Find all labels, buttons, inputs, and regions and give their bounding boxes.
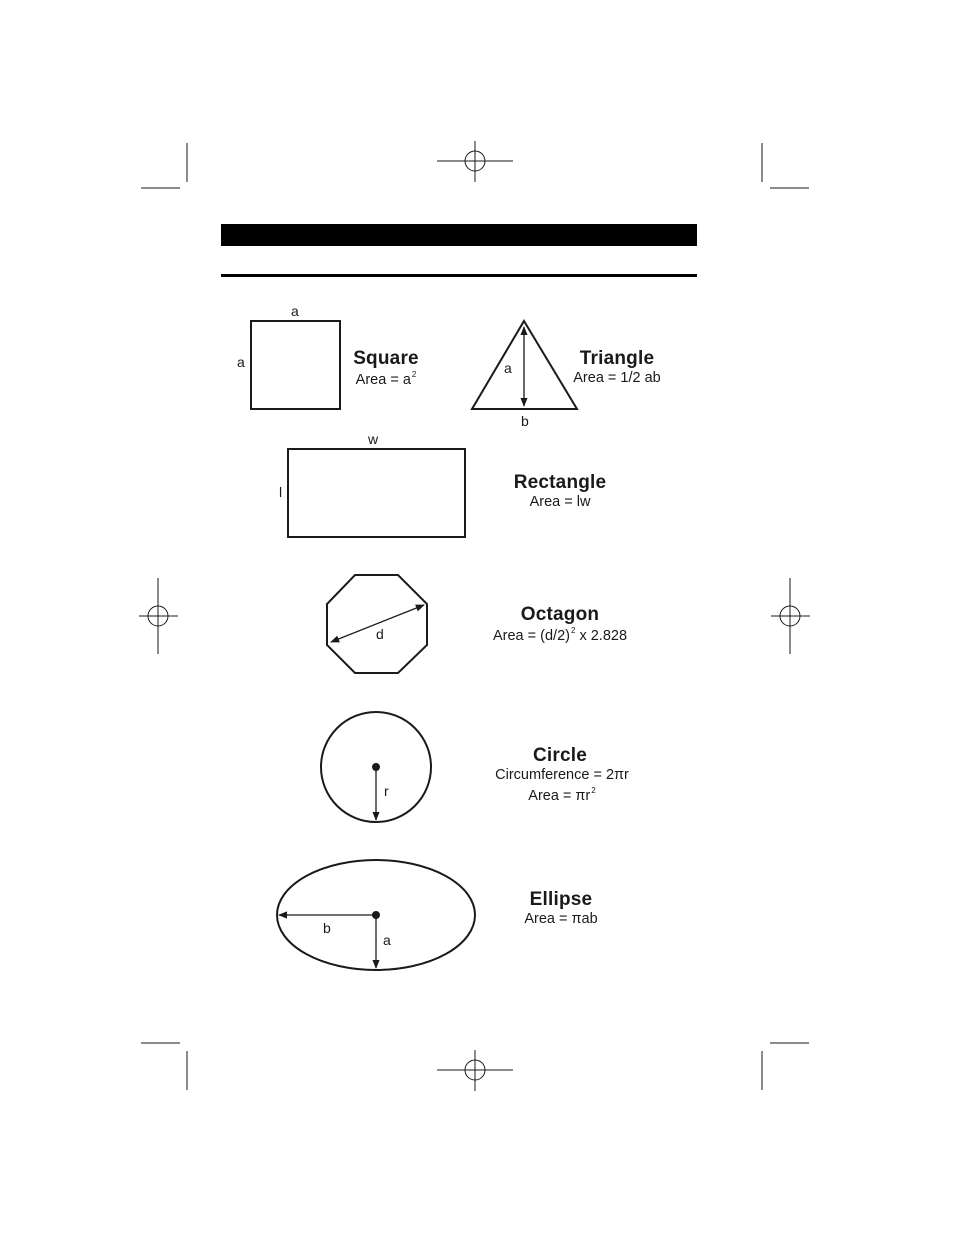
rectangle-shape — [288, 449, 465, 537]
ellipse-vertical-label: a — [383, 932, 391, 948]
rectangle-side-label: l — [279, 484, 283, 500]
octagon-diagonal-label: d — [376, 626, 384, 642]
circle-area-formula: Area = $\pi r^2$ — [528, 786, 596, 804]
circle-title: Circle — [532, 745, 588, 766]
ellipse-formula: Area = πab — [524, 911, 598, 927]
registration-mark-left — [139, 578, 178, 654]
triangle-formula: Area = 1/2 ab — [573, 370, 661, 386]
circle-radius-label: r — [384, 783, 389, 799]
square-side-label: a — [237, 354, 245, 370]
rectangle-formula: Area = lw — [529, 494, 591, 510]
crop-marks — [141, 143, 809, 1090]
square-title: Square — [353, 348, 419, 369]
circle-circumference-formula: Circumference = 2πr — [495, 767, 629, 783]
rectangle-title: Rectangle — [513, 472, 607, 493]
triangle-title: Triangle — [579, 348, 655, 369]
square-top-label: a — [291, 303, 299, 319]
square-formula: Area = $a^2$ — [355, 370, 417, 388]
square-shape — [251, 321, 340, 409]
ellipse-title: Ellipse — [529, 889, 593, 910]
octagon-formula: Area = $(d/2)^2$ x 2.828 — [492, 626, 628, 644]
rectangle-top-label: w — [368, 431, 379, 447]
octagon-title: Octagon — [520, 604, 600, 625]
ellipse-horizontal-label: b — [323, 920, 331, 936]
triangle-height-label: a — [504, 360, 512, 376]
registration-mark-top — [437, 141, 513, 182]
registration-mark-right — [771, 578, 810, 654]
triangle-base-label: b — [521, 413, 529, 429]
registration-mark-bottom — [437, 1050, 513, 1091]
